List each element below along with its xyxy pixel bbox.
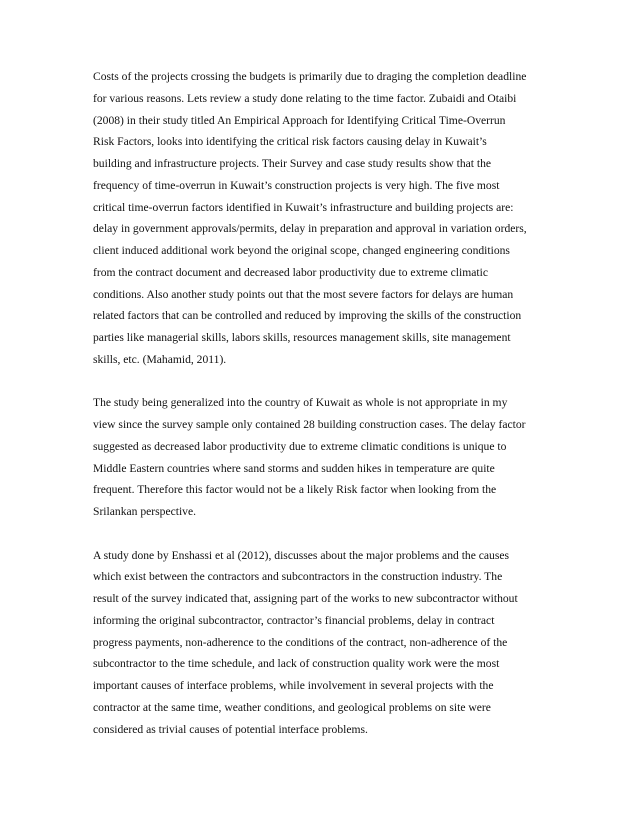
paragraph-spacer bbox=[93, 371, 593, 393]
text-line: building and infrastructure projects. Their Survey and case study results show that the bbox=[93, 157, 492, 170]
text-line: (2008) in their study titled An Empirical Approach for Identifying Critical Time-Overrun bbox=[93, 113, 506, 127]
text-line: subcontractor to the time schedule, and lack of construction quality work were the most bbox=[93, 657, 500, 671]
text-line: informing the original subcontractor, contractor’s financial problems, delay in contract bbox=[93, 613, 495, 627]
text-line: suggested as decreased labor productivity due to extreme climatic conditions is unique to bbox=[93, 439, 507, 453]
paragraph-spacer bbox=[93, 523, 593, 545]
text-line: skills, etc. (Mahamid, 2011). bbox=[93, 352, 227, 366]
text-line: The study being generalized into the country of Kuwait as whole is not appropriate in my bbox=[93, 396, 508, 410]
text-line: which exist between the contractors and subcontractors in the construction industry. The bbox=[93, 570, 503, 584]
text-line: critical time-overrun factors identified in Kuwait’s infrastructure and building projects are: bbox=[93, 200, 514, 214]
text-line: contractor at the same time, weather conditions, and geological problems on site were bbox=[93, 700, 491, 714]
text-line: Middle Eastern countries where sand storms and sudden hikes in temperature are quite bbox=[93, 461, 495, 475]
text-line: parties like managerial skills, labors skills, resources management skills, site management bbox=[93, 331, 511, 344]
text-line: Costs of the projects crossing the budgets is primarily due to draging the completion deadline bbox=[93, 70, 527, 83]
text-line: from the contract document and decreased labor productivity due to extreme climatic bbox=[93, 265, 488, 279]
text-line: result of the survey indicated that, assigning part of the works to new subcontractor without bbox=[93, 592, 518, 605]
text-line: Risk Factors, looks into identifying the critical risk factors causing delay in Kuwait’s bbox=[93, 135, 487, 149]
text-line: A study done by Enshassi et al (2012), discusses about the major problems and the causes bbox=[93, 548, 510, 562]
text-line: conditions. Also another study points out that the most severe factors for delays are human bbox=[93, 287, 514, 301]
paragraph-3 bbox=[93, 545, 593, 741]
text-line: frequency of time-overrun in Kuwait’s construction projects is very high. The five most bbox=[93, 178, 500, 192]
text-line: progress payments, non-adherence to the conditions of the contract, non-adherence of the bbox=[93, 635, 508, 649]
text-line: frequent. Therefore this factor would not be a likely Risk factor when looking from the bbox=[93, 483, 497, 497]
paragraph-2 bbox=[93, 392, 593, 523]
text-line: important causes of interface problems, while involvement in several projects with the bbox=[93, 679, 494, 692]
text-line: client induced additional work beyond the original scope, changed engineering conditions bbox=[93, 244, 510, 257]
text-line: for various reasons. Lets review a study done relating to the time factor. Zubaidi and Otaibi bbox=[93, 91, 517, 105]
document-body bbox=[93, 66, 593, 740]
text-line: related factors that can be controlled and reduced by improving the skills of the construction bbox=[93, 309, 522, 323]
text-line: Srilankan perspective. bbox=[93, 505, 197, 518]
text-line: view since the survey sample only contained 28 building construction cases. The delay factor bbox=[93, 418, 526, 431]
text-line: considered as trivial causes of potential interface problems. bbox=[93, 722, 368, 736]
paragraph-1 bbox=[93, 66, 593, 371]
text-line: delay in government approvals/permits, delay in preparation and approval in variation orders, bbox=[93, 222, 527, 236]
